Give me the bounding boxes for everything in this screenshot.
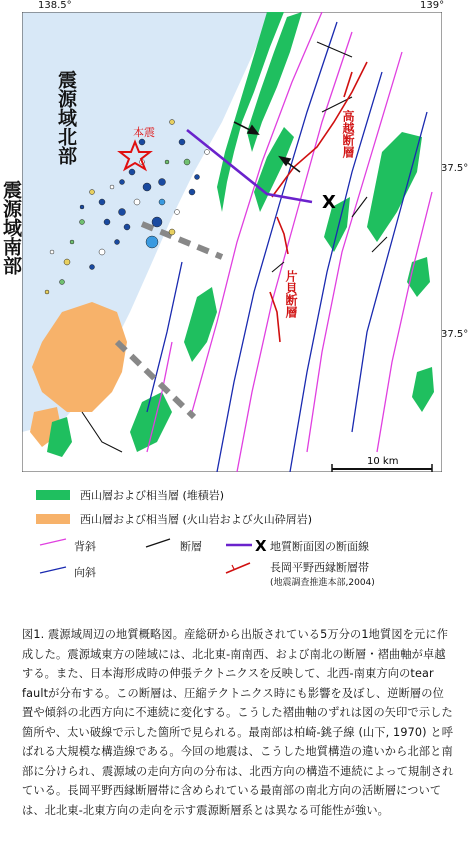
- legend-active-fault: 長岡平野西縁断層帯: [270, 561, 369, 574]
- legend-volcanic: 西山層および相当層 (火山岩および火山砕屑岩): [80, 513, 313, 526]
- lon-tick-139: 139°: [420, 0, 445, 11]
- geologic-map: [22, 12, 442, 472]
- lat-tick-37-5-top: 37.5°: [441, 163, 469, 174]
- legend-swatch-sedimentary: [36, 490, 70, 500]
- katakai-fault-label: 片貝断層: [284, 270, 298, 318]
- legend-active-fault-note: (地震調査推進本部,2004): [270, 578, 375, 588]
- takada-fault-label: 高越断層: [341, 110, 355, 158]
- legend-sedimentary: 西山層および相当層 (堆積岩): [80, 489, 225, 502]
- scale-bar-label: 10 km: [367, 456, 399, 467]
- legend-line-symbols: [36, 535, 472, 590]
- legend-swatch-volcanic: [36, 514, 70, 524]
- legend-fault: 断層: [180, 540, 202, 553]
- legend-anticline: 背斜: [74, 540, 96, 553]
- south-region-label: 震源域南部: [0, 180, 22, 275]
- lon-tick-138-5: 138.5°: [38, 0, 72, 11]
- legend-syncline: 向斜: [74, 566, 96, 579]
- lat-tick-37-5-side: 37.5°: [441, 329, 469, 340]
- figure-caption: 図1. 震源域周辺の地質概略図。産総研から出版されている5万分の1地質図を元に作成した。震源域東方の陸域には、北北東-南南西、および南北の断層・褶曲軸が卓越する。また、日本海形成時の伸張テクトニクスを反映して、北西-南東方向のtear faultが分布する。この断層は、圧縮テクトニクス時にも影響を及ぼし、逆断層の位置や傾斜の北西方向に不連続に変化する。こうした褶曲軸のずれは図の矢印で示した箇所や、太い破線で示した箇所で見られる。最南部は柏崎-銚子線 (山下, 1970) と呼ばれる大規模な構造線である。今回の地震は、こうした地質構造の違いから北部と南部に分けられ、震源域の走向方向の分布は、北西方向の構造不連続によって規制されている。長岡平野西縁断層帯に含められている最南部の南北方向の活断層については、北北東-北東方向の走向を示す震源断層系とは異なる可能性が強い。: [22, 628, 454, 817]
- north-region-label: 震源域北部: [55, 70, 77, 165]
- legend-section: 地質断面図の断面線: [270, 540, 369, 553]
- section-mark: X: [322, 192, 336, 213]
- svg-text:X: X: [255, 537, 267, 555]
- epicenter-label: 本震: [133, 126, 155, 139]
